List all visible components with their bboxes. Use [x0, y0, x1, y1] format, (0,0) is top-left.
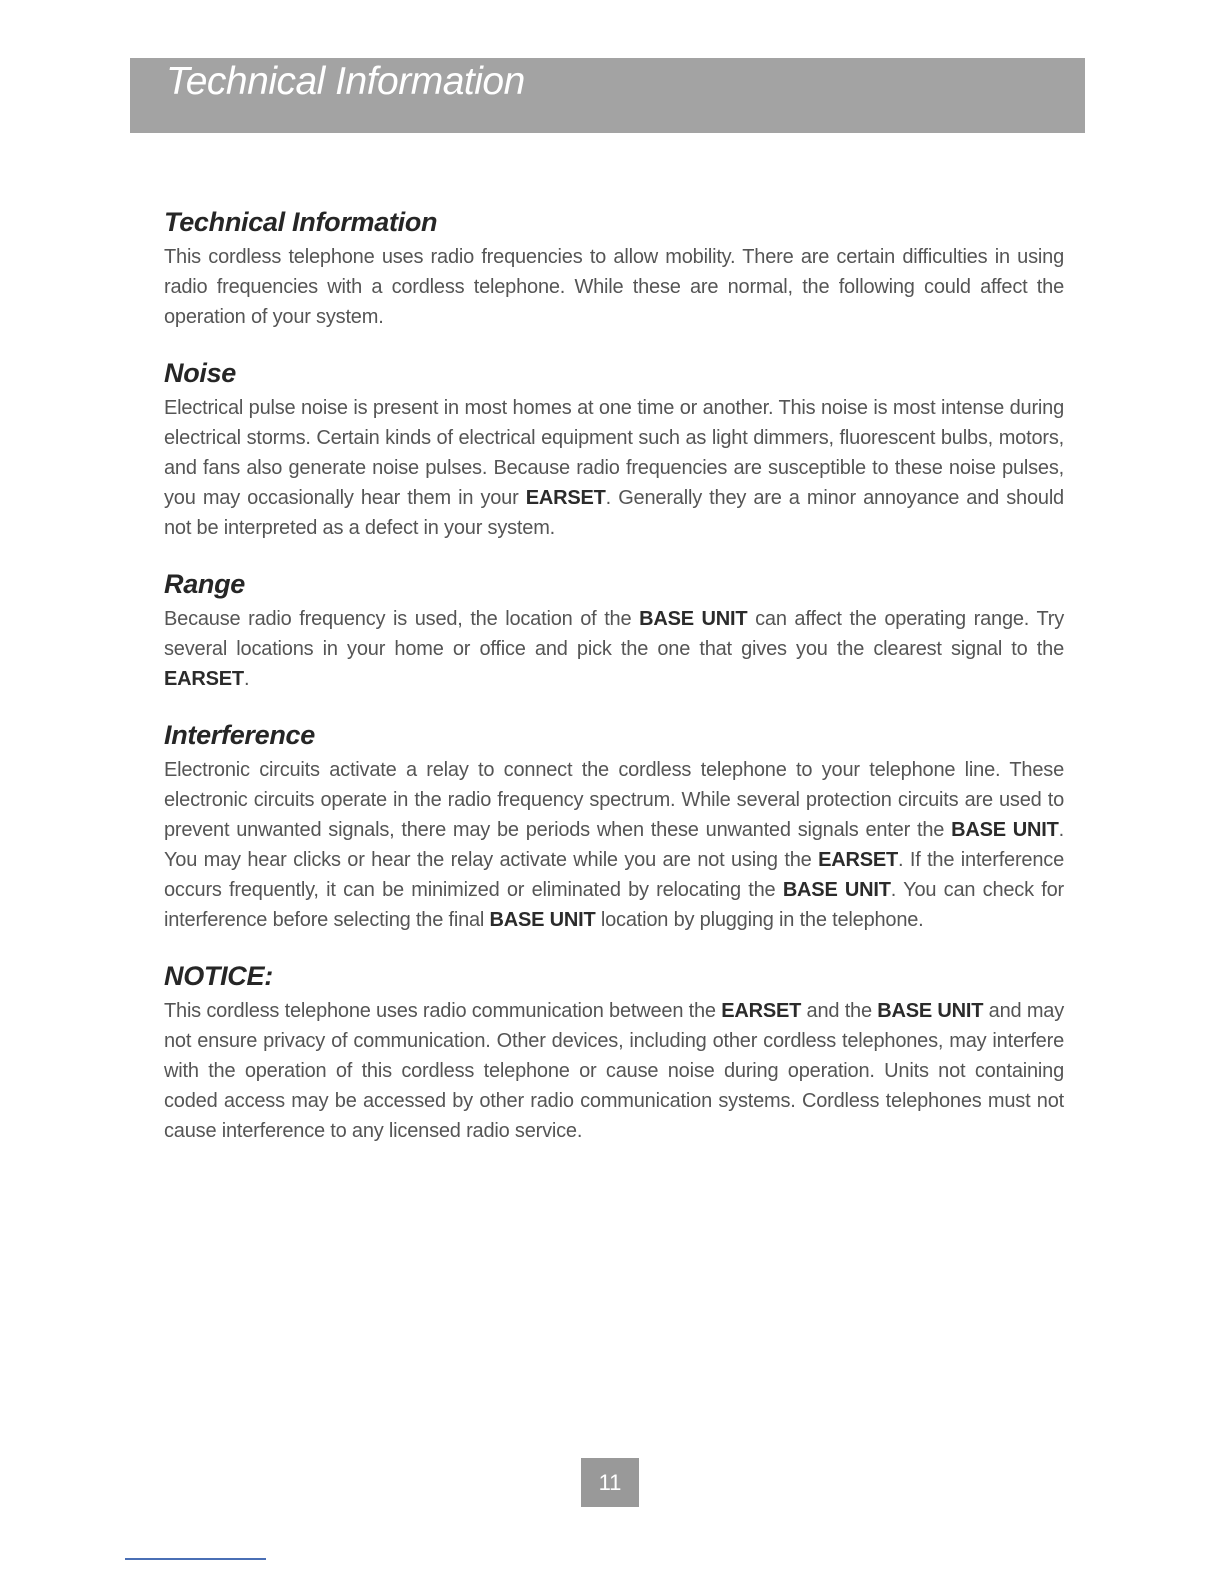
section-notice	[164, 958, 1064, 1146]
section-body	[164, 604, 1064, 694]
section-body	[164, 755, 1064, 935]
emphasis-term: BASE UNIT	[877, 1000, 984, 1022]
section-heading: Noise	[164, 358, 237, 388]
body-text: can affect the operating range. Try several locations in your home or office and pick the one that gives you the clearest signal to the	[164, 608, 1064, 660]
section-heading: Technical Information	[164, 207, 438, 237]
emphasis-term: EARSET	[164, 668, 244, 690]
body-text: . If the interference occurs frequently, it can be minimized or eliminated by relocating the	[164, 849, 1065, 901]
body-text: . Generally they are a minor annoyance and should not be interpreted as a defect in your system.	[164, 487, 1064, 539]
body-text: Because radio frequency is used, the location of the	[164, 608, 640, 630]
body-text: Electrical pulse noise is present in most homes at one time or another. This noise is most intense during electrical storms. Certain kinds of electrical equipment such as light dimmers, fluorescent bulbs, motors, and fans also generate noise pulses. Because radio frequencies are susceptible to these noise pulses, you may occasionally hear them in your	[164, 397, 1064, 509]
body-text: .	[243, 668, 250, 690]
section-body	[164, 996, 1064, 1146]
section-noise	[164, 355, 1064, 543]
section-range	[164, 566, 1064, 694]
section-technical-information	[164, 204, 1064, 332]
emphasis-term: BASE UNIT	[639, 608, 748, 630]
emphasis-term: BASE UNIT	[951, 819, 1059, 841]
emphasis-term: EARSET	[818, 849, 898, 871]
footer-rule	[125, 1558, 266, 1560]
body-text: Electronic circuits activate a relay to connect the cordless telephone to your telephone line. These electronic circuits operate in the radio frequency spectrum. While several protection circuits are used to prevent unwanted signals, there may be periods when these unwanted signals enter the	[164, 759, 1064, 841]
section-heading: Range	[164, 569, 246, 599]
body-text: This cordless telephone uses radio frequencies to allow mobility. There are certain difficulties in using radio frequencies with a cordless telephone. While these are normal, the following could affect the operation of your system.	[164, 246, 1064, 328]
header-bar	[130, 58, 1085, 133]
section-interference	[164, 717, 1064, 935]
body-text: and the	[801, 1000, 878, 1022]
body-text: and may not ensure privacy of communication. Other devices, including other cordless telephones, may interfere with the operation of this cordless telephone or cause noise during operation. Units not containing coded access may be accessed by other radio communication systems. Cordless telephones must not cause interference to any licensed radio service.	[164, 1000, 1065, 1142]
section-body	[164, 393, 1064, 543]
body-text: . You may hear clicks or hear the relay activate while you are not using the	[164, 819, 1064, 871]
body-text: location by plugging in the telephone.	[595, 909, 924, 931]
header-title: Technical Information	[166, 60, 525, 103]
emphasis-term: BASE UNIT	[489, 909, 596, 931]
emphasis-term: BASE UNIT	[782, 879, 891, 901]
emphasis-term: EARSET	[525, 487, 606, 509]
body-text: . You can check for interference before selecting the final	[164, 879, 1064, 931]
section-body	[164, 242, 1064, 332]
page-number-badge: 11	[581, 1458, 639, 1507]
section-heading: NOTICE:	[164, 961, 273, 991]
emphasis-term: EARSET	[721, 1000, 802, 1022]
body-text: This cordless telephone uses radio communication between the	[164, 1000, 722, 1022]
section-heading: Interference	[164, 720, 315, 750]
content-area	[164, 204, 1064, 1169]
